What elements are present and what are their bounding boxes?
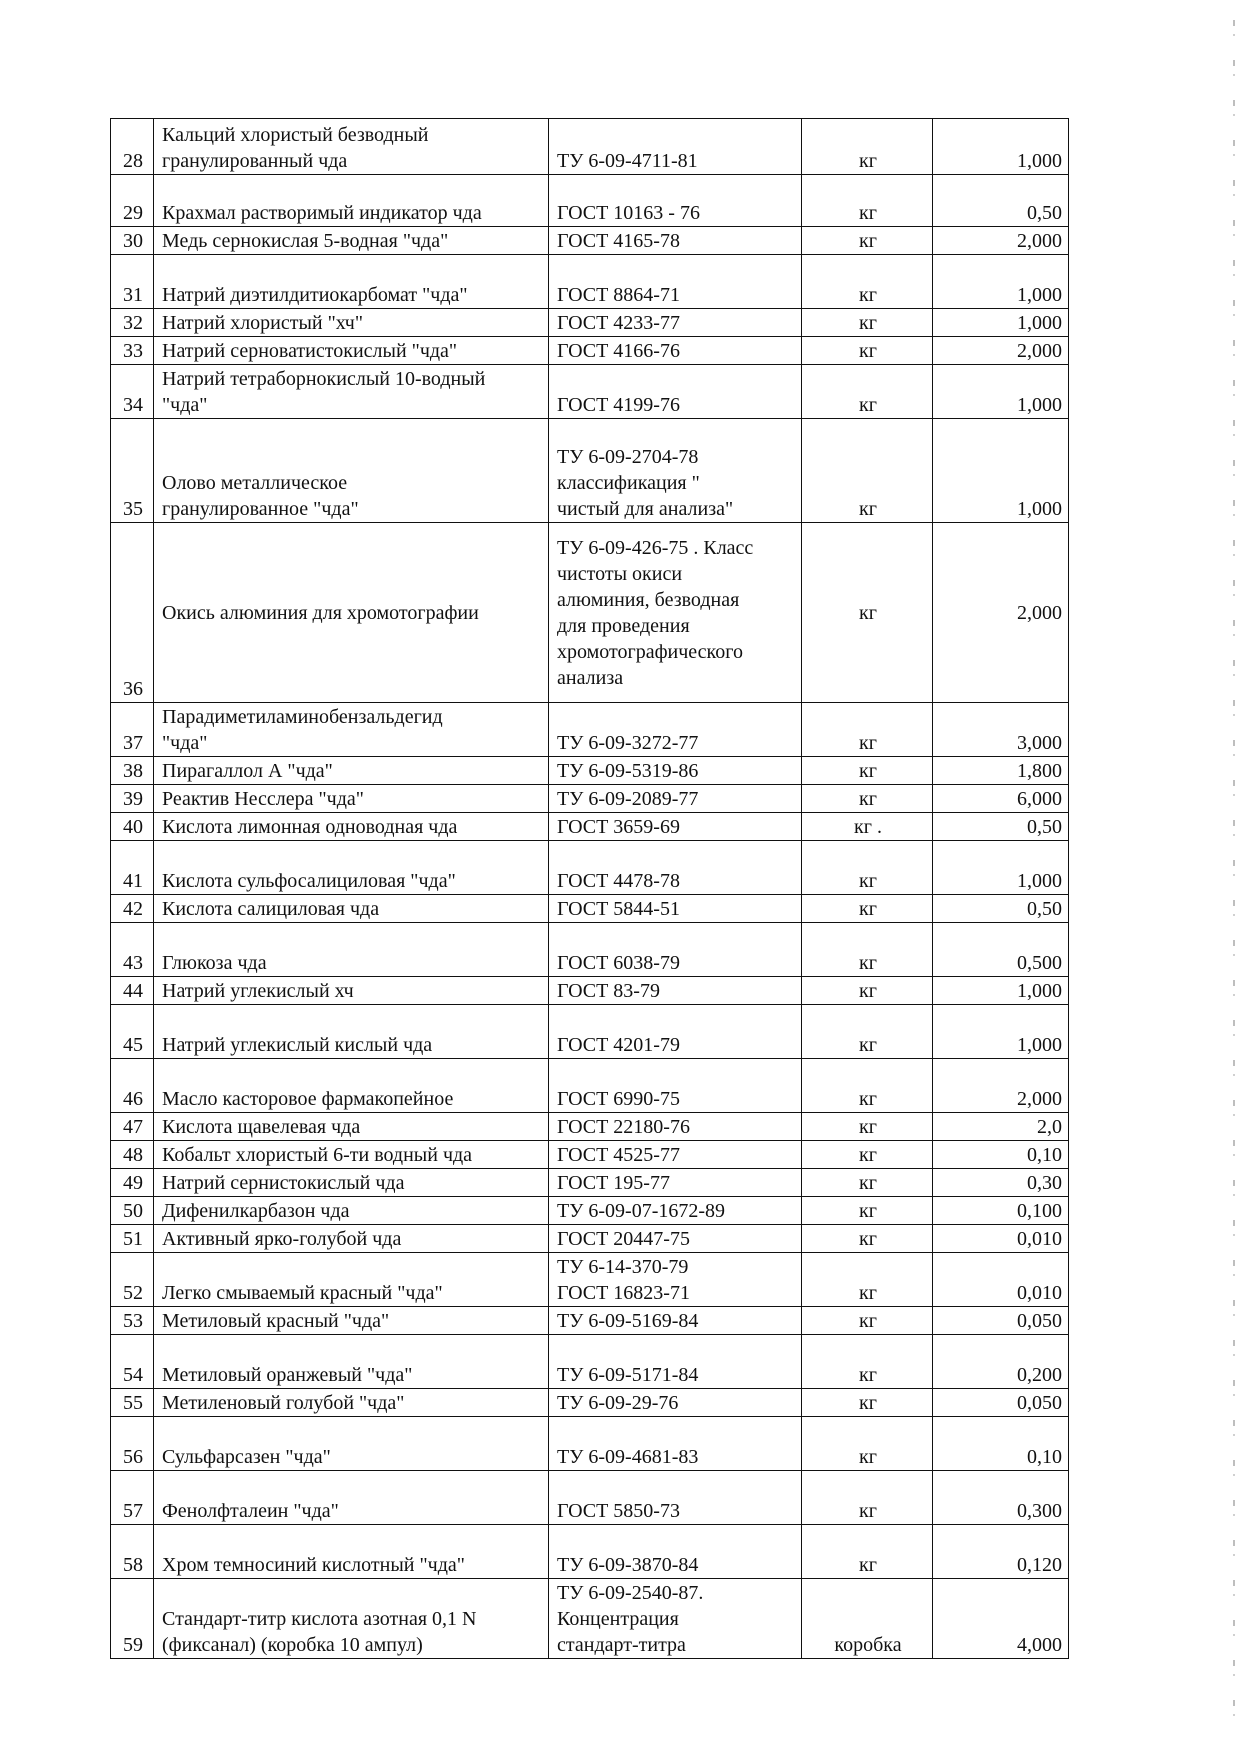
table-row — [111, 1335, 1069, 1389]
table-row — [111, 841, 1069, 895]
unit-cell: кг — [802, 337, 933, 365]
unit-cell: кг . — [802, 813, 933, 841]
row-number-cell: 34 — [111, 365, 154, 419]
quantity-cell: 0,30 — [933, 1169, 1069, 1197]
unit-cell: кг — [802, 703, 933, 757]
unit-cell: кг — [802, 757, 933, 785]
unit-cell: кг — [802, 1335, 933, 1389]
reagent-name-cell: Кислота сульфосалициловая "чда" — [154, 841, 549, 895]
reagent-name-cell: Масло касторовое фармакопейное — [154, 1059, 549, 1113]
standard-cell: ГОСТ 4199-76 — [549, 365, 802, 419]
standard-cell: ГОСТ 4233-77 — [549, 309, 802, 337]
unit-cell: кг — [802, 1005, 933, 1059]
table-row — [111, 309, 1069, 337]
standard-cell: ТУ 6-09-5169-84 — [549, 1307, 802, 1335]
quantity-cell: 1,000 — [933, 365, 1069, 419]
unit-cell: кг — [802, 923, 933, 977]
row-number-cell: 29 — [111, 175, 154, 227]
reagent-name-cell: Крахмал растворимый индикатор чда — [154, 175, 549, 227]
table-row — [111, 977, 1069, 1005]
table-row — [111, 703, 1069, 757]
unit-cell: кг — [802, 175, 933, 227]
reagent-name-cell: Кислота салициловая чда — [154, 895, 549, 923]
quantity-cell: 2,000 — [933, 337, 1069, 365]
table-row — [111, 1471, 1069, 1525]
quantity-cell: 2,000 — [933, 227, 1069, 255]
standard-cell: ГОСТ 4165-78 — [549, 227, 802, 255]
table-row — [111, 1307, 1069, 1335]
standard-cell: ГОСТ 195-77 — [549, 1169, 802, 1197]
unit-cell: кг — [802, 841, 933, 895]
quantity-cell: 0,50 — [933, 813, 1069, 841]
unit-cell: кг — [802, 895, 933, 923]
scan-edge-artifact — [1233, 20, 1235, 1720]
standard-cell: ГОСТ 83-79 — [549, 977, 802, 1005]
quantity-cell: 0,050 — [933, 1389, 1069, 1417]
table-row — [111, 365, 1069, 419]
table-row — [111, 1059, 1069, 1113]
row-number-cell: 57 — [111, 1471, 154, 1525]
reagent-name-cell: Медь сернокислая 5-водная "чда" — [154, 227, 549, 255]
reagent-name-cell: Легко смываемый красный "чда" — [154, 1253, 549, 1307]
row-number-cell: 32 — [111, 309, 154, 337]
standard-cell: ГОСТ 8864-71 — [549, 255, 802, 309]
standard-cell: ТУ 6-09-5171-84 — [549, 1335, 802, 1389]
row-number-cell: 58 — [111, 1525, 154, 1579]
standard-cell: ТУ 6-09-3272-77 — [549, 703, 802, 757]
reagent-name-cell: Натрий сернистокислый чда — [154, 1169, 549, 1197]
row-number-cell: 30 — [111, 227, 154, 255]
reagent-name-cell: Натрий хлористый "хч" — [154, 309, 549, 337]
row-number-cell: 49 — [111, 1169, 154, 1197]
quantity-cell: 0,010 — [933, 1225, 1069, 1253]
unit-cell: кг — [802, 1389, 933, 1417]
unit-cell: кг — [802, 1197, 933, 1225]
row-number-cell: 53 — [111, 1307, 154, 1335]
standard-cell: ГОСТ 4525-77 — [549, 1141, 802, 1169]
table-row — [111, 1005, 1069, 1059]
table-row — [111, 895, 1069, 923]
unit-cell: кг — [802, 1113, 933, 1141]
row-number-cell: 54 — [111, 1335, 154, 1389]
row-number-cell: 28 — [111, 119, 154, 175]
quantity-cell: 0,100 — [933, 1197, 1069, 1225]
quantity-cell: 6,000 — [933, 785, 1069, 813]
standard-cell: ГОСТ 6990-75 — [549, 1059, 802, 1113]
table-row — [111, 923, 1069, 977]
unit-cell: кг — [802, 309, 933, 337]
row-number-cell: 44 — [111, 977, 154, 1005]
row-number-cell: 43 — [111, 923, 154, 977]
reagent-name-cell: Кобальт хлористый 6-ти водный чда — [154, 1141, 549, 1169]
unit-cell: кг — [802, 1253, 933, 1307]
quantity-cell: 3,000 — [933, 703, 1069, 757]
reagent-name-cell: Метиловый красный "чда" — [154, 1307, 549, 1335]
quantity-cell: 1,000 — [933, 119, 1069, 175]
reagent-name-cell: Пирагаллол А "чда" — [154, 757, 549, 785]
quantity-cell: 0,50 — [933, 895, 1069, 923]
table-row — [111, 523, 1069, 703]
standard-cell: ГОСТ 3659-69 — [549, 813, 802, 841]
table-row — [111, 175, 1069, 227]
standard-cell: ГОСТ 4478-78 — [549, 841, 802, 895]
row-number-cell: 50 — [111, 1197, 154, 1225]
reagent-name-cell: Хром темносиний кислотный "чда" — [154, 1525, 549, 1579]
row-number-cell: 45 — [111, 1005, 154, 1059]
reagent-name-cell: Метиловый оранжевый "чда" — [154, 1335, 549, 1389]
quantity-cell: 2,000 — [933, 523, 1069, 703]
row-number-cell: 48 — [111, 1141, 154, 1169]
quantity-cell: 1,000 — [933, 309, 1069, 337]
row-number-cell: 38 — [111, 757, 154, 785]
row-number-cell: 55 — [111, 1389, 154, 1417]
quantity-cell: 0,050 — [933, 1307, 1069, 1335]
row-number-cell: 51 — [111, 1225, 154, 1253]
table-row — [111, 785, 1069, 813]
table-row — [111, 757, 1069, 785]
unit-cell: кг — [802, 1307, 933, 1335]
reagent-name-cell: Натрий углекислый кислый чда — [154, 1005, 549, 1059]
quantity-cell: 1,000 — [933, 255, 1069, 309]
table-row — [111, 1225, 1069, 1253]
reagents-table-body — [111, 119, 1069, 1659]
standard-cell: ГОСТ 10163 - 76 — [549, 175, 802, 227]
unit-cell: кг — [802, 1225, 933, 1253]
standard-cell: ТУ 6-09-2089-77 — [549, 785, 802, 813]
table-row — [111, 813, 1069, 841]
standard-cell: ГОСТ 22180-76 — [549, 1113, 802, 1141]
table-row — [111, 419, 1069, 523]
unit-cell: кг — [802, 523, 933, 703]
row-number-cell: 33 — [111, 337, 154, 365]
reagents-table — [110, 118, 1069, 1659]
quantity-cell: 0,10 — [933, 1417, 1069, 1471]
standard-cell: ТУ 6-09-426-75 . Класс чистоты окиси алюминия, безводная для проведения хромотографического анализа — [549, 523, 802, 703]
reagent-name-cell: Дифенилкарбазон чда — [154, 1197, 549, 1225]
table-row — [111, 1113, 1069, 1141]
reagent-name-cell: Стандарт-титр кислота азотная 0,1 N (фиксанал) (коробка 10 ампул) — [154, 1579, 549, 1659]
unit-cell: кг — [802, 419, 933, 523]
reagent-name-cell: Фенолфталеин "чда" — [154, 1471, 549, 1525]
reagent-name-cell: Натрий углекислый хч — [154, 977, 549, 1005]
reagent-name-cell: Сульфарсазен "чда" — [154, 1417, 549, 1471]
unit-cell: кг — [802, 365, 933, 419]
unit-cell: кг — [802, 977, 933, 1005]
standard-cell: ТУ 6-09-2540-87. Концентрация стандарт-титра — [549, 1579, 802, 1659]
table-row — [111, 1525, 1069, 1579]
standard-cell: ГОСТ 6038-79 — [549, 923, 802, 977]
table-row — [111, 119, 1069, 175]
standard-cell: ТУ 6-09-07-1672-89 — [549, 1197, 802, 1225]
reagent-name-cell: Кислота щавелевая чда — [154, 1113, 549, 1141]
standard-cell: ТУ 6-09-5319-86 — [549, 757, 802, 785]
row-number-cell: 40 — [111, 813, 154, 841]
unit-cell: кг — [802, 1525, 933, 1579]
row-number-cell: 41 — [111, 841, 154, 895]
table-row — [111, 255, 1069, 309]
standard-cell: ГОСТ 5844-51 — [549, 895, 802, 923]
unit-cell: кг — [802, 1169, 933, 1197]
unit-cell: кг — [802, 255, 933, 309]
quantity-cell: 0,50 — [933, 175, 1069, 227]
reagent-name-cell: Активный ярко-голубой чда — [154, 1225, 549, 1253]
row-number-cell: 31 — [111, 255, 154, 309]
reagent-name-cell: Реактив Несслера "чда" — [154, 785, 549, 813]
table-row — [111, 337, 1069, 365]
quantity-cell: 0,300 — [933, 1471, 1069, 1525]
unit-cell: кг — [802, 1141, 933, 1169]
row-number-cell: 36 — [111, 523, 154, 703]
table-row — [111, 227, 1069, 255]
standard-cell: ГОСТ 5850-73 — [549, 1471, 802, 1525]
table-row — [111, 1253, 1069, 1307]
standard-cell: ТУ 6-09-29-76 — [549, 1389, 802, 1417]
unit-cell: кг — [802, 227, 933, 255]
quantity-cell: 0,10 — [933, 1141, 1069, 1169]
row-number-cell: 56 — [111, 1417, 154, 1471]
reagent-name-cell: Кислота лимонная одноводная чда — [154, 813, 549, 841]
table-row — [111, 1417, 1069, 1471]
reagent-name-cell: Парадиметиламинобензальдегид "чда" — [154, 703, 549, 757]
quantity-cell: 1,000 — [933, 419, 1069, 523]
reagent-name-cell: Окись алюминия для хромотографии — [154, 523, 549, 703]
quantity-cell: 0,010 — [933, 1253, 1069, 1307]
row-number-cell: 46 — [111, 1059, 154, 1113]
standard-cell: ГОСТ 20447-75 — [549, 1225, 802, 1253]
table-row — [111, 1197, 1069, 1225]
quantity-cell: 4,000 — [933, 1579, 1069, 1659]
table-row — [111, 1141, 1069, 1169]
unit-cell: кг — [802, 1471, 933, 1525]
standard-cell: ТУ 6-09-4681-83 — [549, 1417, 802, 1471]
quantity-cell: 1,800 — [933, 757, 1069, 785]
row-number-cell: 39 — [111, 785, 154, 813]
row-number-cell: 35 — [111, 419, 154, 523]
quantity-cell: 1,000 — [933, 977, 1069, 1005]
table-row — [111, 1169, 1069, 1197]
row-number-cell: 47 — [111, 1113, 154, 1141]
unit-cell: кг — [802, 1417, 933, 1471]
reagent-name-cell: Натрий тетраборнокислый 10-водный "чда" — [154, 365, 549, 419]
quantity-cell: 1,000 — [933, 841, 1069, 895]
row-number-cell: 42 — [111, 895, 154, 923]
reagent-name-cell: Натрий серноватистокислый "чда" — [154, 337, 549, 365]
quantity-cell: 0,200 — [933, 1335, 1069, 1389]
quantity-cell: 0,120 — [933, 1525, 1069, 1579]
quantity-cell: 1,000 — [933, 1005, 1069, 1059]
standard-cell: ТУ 6-09-4711-81 — [549, 119, 802, 175]
standard-cell: ГОСТ 4201-79 — [549, 1005, 802, 1059]
reagent-name-cell: Олово металлическое гранулированное "чда" — [154, 419, 549, 523]
standard-cell: ТУ 6-14-370-79 ГОСТ 16823-71 — [549, 1253, 802, 1307]
quantity-cell: 2,0 — [933, 1113, 1069, 1141]
unit-cell: кг — [802, 785, 933, 813]
table-row — [111, 1579, 1069, 1659]
standard-cell: ТУ 6-09-2704-78 классификация " чистый для анализа" — [549, 419, 802, 523]
row-number-cell: 37 — [111, 703, 154, 757]
table-row — [111, 1389, 1069, 1417]
row-number-cell: 52 — [111, 1253, 154, 1307]
quantity-cell: 2,000 — [933, 1059, 1069, 1113]
reagent-name-cell: Кальций хлористый безводный гранулированный чда — [154, 119, 549, 175]
standard-cell: ГОСТ 4166-76 — [549, 337, 802, 365]
quantity-cell: 0,500 — [933, 923, 1069, 977]
unit-cell: кг — [802, 1059, 933, 1113]
reagent-name-cell: Метиленовый голубой "чда" — [154, 1389, 549, 1417]
reagent-name-cell: Натрий диэтилдитиокарбомат "чда" — [154, 255, 549, 309]
row-number-cell: 59 — [111, 1579, 154, 1659]
unit-cell: кг — [802, 119, 933, 175]
reagent-name-cell: Глюкоза чда — [154, 923, 549, 977]
standard-cell: ТУ 6-09-3870-84 — [549, 1525, 802, 1579]
unit-cell: коробка — [802, 1579, 933, 1659]
